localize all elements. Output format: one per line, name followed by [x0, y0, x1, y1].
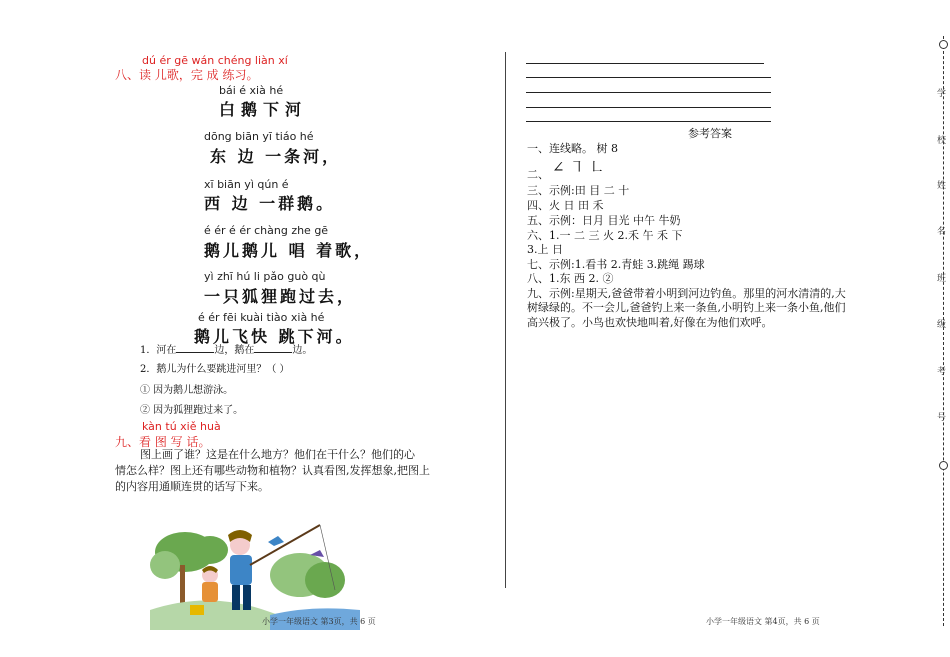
margin-label-exam: 考	[937, 367, 947, 377]
poem-line5: 鹅儿飞快 跳下河。	[194, 327, 355, 346]
answer-2-strokes: ∠ ㇕ ㇗	[552, 158, 605, 176]
poem-line2-pinyin: xī biān yì qún é	[204, 178, 289, 191]
poem-line5-pinyin: é ér fēi kuài tiào xià hé	[198, 311, 325, 324]
answer-line-2[interactable]	[526, 77, 771, 78]
exercise-option-1: ① 因为鹅儿想游泳。	[140, 385, 234, 396]
poem-line4-pinyin: yì zhī hú li pǎo guò qù	[204, 270, 326, 283]
blank-2[interactable]	[254, 352, 292, 353]
margin-label-exam-2: 号	[937, 413, 947, 423]
answer-9-line2: 树绿绿的。不一会儿,爸爸钓上来一条鱼,小明钓上来一条小鱼,他们	[527, 301, 846, 314]
answer-line-4[interactable]	[526, 107, 771, 108]
poem-line4: 一只狐狸跑过去，	[204, 287, 357, 306]
answer-5: 五、示例：日月 目光 中午 牛奶	[527, 214, 681, 227]
poem-title-pinyin: bái é xià hé	[219, 84, 284, 97]
margin-label-class-2: 级	[937, 320, 947, 330]
answer-6b: 3.上 日	[527, 243, 563, 256]
answer-9-line3: 高兴极了。小鸟也欢快地叫着,好像在为他们欢呼。	[527, 316, 773, 329]
q9-pinyin: kàn tú xiě huà	[142, 420, 221, 433]
answer-4: 四、火 日 田 禾	[527, 199, 604, 212]
margin-label-school-2: 校	[937, 136, 947, 146]
binding-hole-top	[939, 40, 948, 49]
answer-title: 参考答案	[688, 127, 732, 140]
q9-heading: 九、看 图 写 话。	[115, 435, 211, 449]
margin-label-class: 班	[937, 274, 947, 284]
blank-1[interactable]	[176, 352, 214, 353]
binding-hole-bottom	[939, 461, 948, 470]
margin-label-school: 学	[937, 89, 947, 99]
q8-pinyin: dú ér gē wán chéng liàn xí	[142, 54, 288, 67]
q9-line-1: 图上画了谁？这是在什么地方？他们在干什么？他们的心	[140, 448, 415, 461]
answer-9-line1: 九、示例:星期天,爸爸带着小明到河边钓鱼。那里的河水清清的,大	[527, 287, 846, 300]
binding-margin-line	[943, 36, 944, 626]
poem-line3: 鹅儿鹅儿 唱 着歌，	[204, 241, 374, 260]
poem-title: 白鹅下河	[219, 100, 308, 119]
answer-line-1[interactable]	[526, 63, 764, 64]
poem-line2: 西 边 一群鹅。	[204, 194, 336, 213]
q9-line-2: 情怎么样？图上还有哪些动物和植物？认真看图,发挥想象,把图上	[115, 464, 430, 477]
answer-6: 六、1.一 二 三 火 2.禾 午 禾 下	[527, 229, 683, 242]
page-divider	[505, 52, 506, 588]
right-footer: 小学一年级语文 第4页，共 6 页	[706, 617, 820, 626]
margin-label-name: 姓	[937, 181, 947, 191]
q9-line-3: 的内容用通顺连贯的话写下来。	[115, 480, 269, 493]
answer-line-3[interactable]	[526, 92, 771, 93]
answer-7: 七、示例:1.看书 2.青蛙 3.跳绳 踢球	[527, 258, 705, 271]
exercise-q1: 1．河在 边，鹅在 边。	[140, 345, 313, 356]
answer-1: 一、连线略。 树 8	[527, 142, 618, 155]
margin-label-name-2: 名	[937, 227, 947, 237]
answer-8: 八、1.东 西 2. ②	[527, 272, 614, 285]
exercise-option-2: ② 因为狐狸跑过来了。	[140, 405, 244, 416]
poem-line1-pinyin: dōng biān yī tiáo hé	[204, 130, 314, 143]
poem-line3-pinyin: é ér é ér chàng zhe gē	[204, 224, 329, 237]
q8-heading: 八、读 儿歌，完 成 练习。	[115, 68, 259, 82]
answer-3: 三、示例:田 目 二 十	[527, 184, 630, 197]
fishing-illustration	[150, 520, 360, 630]
left-footer: 小学一年级语文 第3页，共 6 页	[262, 617, 376, 626]
exercise-q2: 2．鹅儿为什么要跳进河里？（ ）	[140, 364, 290, 375]
poem-line1: 东 边 一条河，	[210, 147, 342, 166]
answer-line-5[interactable]	[526, 121, 771, 122]
answer-2: 二、	[527, 168, 549, 181]
